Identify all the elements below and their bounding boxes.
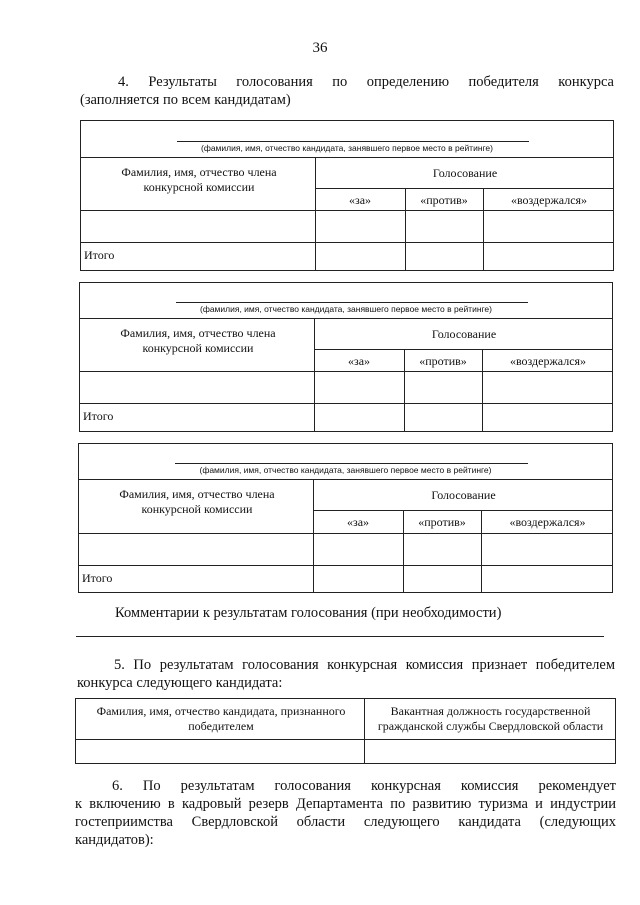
comments-line (76, 636, 604, 637)
total-label: Итого (83, 409, 114, 423)
section-4-subtitle: (заполняется по всем кандидатам) (80, 92, 291, 108)
vote-table-3 (78, 443, 613, 593)
vote-table-1 (80, 120, 614, 271)
page-number: 36 (312, 40, 328, 56)
col-against: «против» (420, 193, 468, 207)
col-abstain: «воздержался» (509, 354, 587, 368)
member-header: Фамилия, имя, отчество члена конкурсной комиссии (121, 165, 277, 194)
winner-table (75, 698, 616, 764)
col-for: «за» (346, 515, 370, 529)
section-6-line2: к включению в кадровый резерв Департамента по развитию туризма и индустрии (75, 796, 616, 812)
section-6-line4: кандидатов): (75, 832, 154, 848)
col-abstain: «воздержался» (510, 193, 588, 207)
section-6-line3: гостеприимства Свердловской области следующего кандидата (следующих (75, 814, 616, 830)
vote-table-2 (79, 282, 613, 432)
voting-header: Голосование (431, 327, 497, 341)
candidate-caption: (фамилия, имя, отчество кандидата, занявшего первое место в рейтинге) (199, 465, 492, 475)
col-candidate-header: Фамилия, имя, отчество кандидата, признанного победителем (96, 704, 346, 733)
voting-header: Голосование (431, 488, 496, 502)
member-header: Фамилия, имя, отчество члена конкурсной комиссии (119, 487, 275, 516)
col-abstain: «воздержался» (509, 515, 586, 529)
col-for: «за» (347, 354, 371, 368)
section-4-title: 4. Результаты голосования по определению победителя конкурса (118, 74, 614, 90)
total-label: Итого (82, 571, 113, 585)
candidate-caption: (фамилия, имя, отчество кандидата, занявшего первое место в рейтинге) (201, 143, 493, 153)
voting-header: Голосование (432, 166, 498, 180)
total-label: Итого (84, 248, 115, 262)
col-position-header: Вакантная должность государственной гражданской службы Свердловской области (377, 704, 604, 733)
col-against: «против» (418, 515, 466, 529)
section-6-line1: 6. По результатам голосования конкурсная комиссия рекомендует (112, 778, 616, 794)
member-header: Фамилия, имя, отчество члена конкурсной комиссии (120, 326, 276, 355)
comments-label: Комментарии к результатам голосования (при необходимости) (115, 605, 502, 621)
section-5-line1: 5. По результатам голосования конкурсная комиссия признает победителем (114, 657, 615, 673)
col-against: «против» (419, 354, 467, 368)
section-5-line2: конкурса следующего кандидата: (77, 675, 283, 691)
col-for: «за» (348, 193, 372, 207)
candidate-caption: (фамилия, имя, отчество кандидата, занявшего первое место в рейтинге) (200, 304, 492, 314)
